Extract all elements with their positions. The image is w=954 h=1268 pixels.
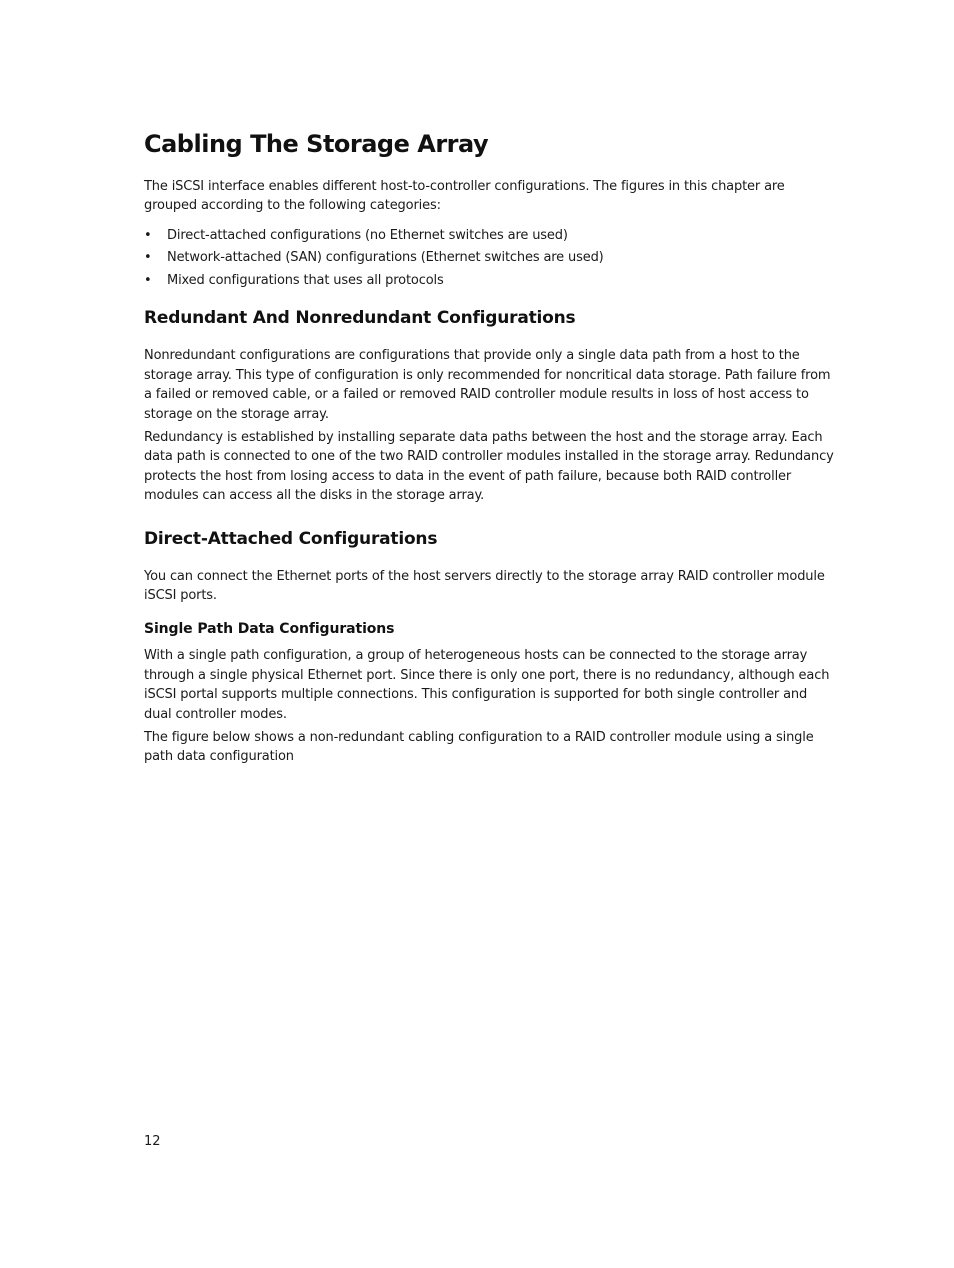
bullet-glyph: • [144,272,152,288]
list-item-text: Direct-attached configurations (no Ethernet switches are used) [167,227,568,243]
category-list [144,226,836,290]
list-item [144,226,836,245]
section-heading-redundant: Redundant And Nonredundant Configurations [144,308,576,329]
bullet-glyph: • [144,227,152,243]
list-item-text: Network-attached (SAN) configurations (Ethernet switches are used) [167,250,604,266]
list-item-text: Mixed configurations that uses all protocols [167,272,444,288]
page-number: 12 [144,1134,161,1149]
paragraph: You can connect the Ethernet ports of the host servers directly to the storage array RAID controller module iSCSI ports. [144,568,825,603]
paragraph: The figure below shows a non-redundant cabling configuration to a RAID controller module using a single path data configuration [144,730,814,765]
subsection-heading-single-path: Single Path Data Configurations [144,621,395,638]
page-title: Cabling The Storage Array [144,130,489,158]
bullet-glyph: • [144,250,152,266]
list-item [144,271,836,290]
intro-paragraph: The iSCSI interface enables different host-to-controller configurations. The figures in this chapter are grouped according to the following categories: [144,179,785,214]
section-heading-direct-attached: Direct-Attached Configurations [144,528,438,549]
list-item [144,248,836,267]
paragraph: Nonredundant configurations are configurations that provide only a single data path from a host to the storage array. This type of configuration is only recommended for noncritical data storage. Path failure from a failed or removed cable, or a failed or removed RAID controller module results in loss of host access to storage on the storage array. [144,348,831,422]
paragraph: Redundancy is established by installing separate data paths between the host and the storage array. Each data path is connected to one of the two RAID controller modules installed in the storage array. Redundancy protects the host from losing access to data in the event of path failure, because both RAID controller modules can access all the disks in the storage array. [144,429,834,504]
paragraph: With a single path configuration, a group of heterogeneous hosts can be connected to the storage array through a single physical Ethernet port. Since there is only one port, there is no redundancy, although each iSCSI portal supports multiple connections. This configuration is supported for both single controller and dual controller modes. [144,648,830,722]
document-page [144,128,836,771]
